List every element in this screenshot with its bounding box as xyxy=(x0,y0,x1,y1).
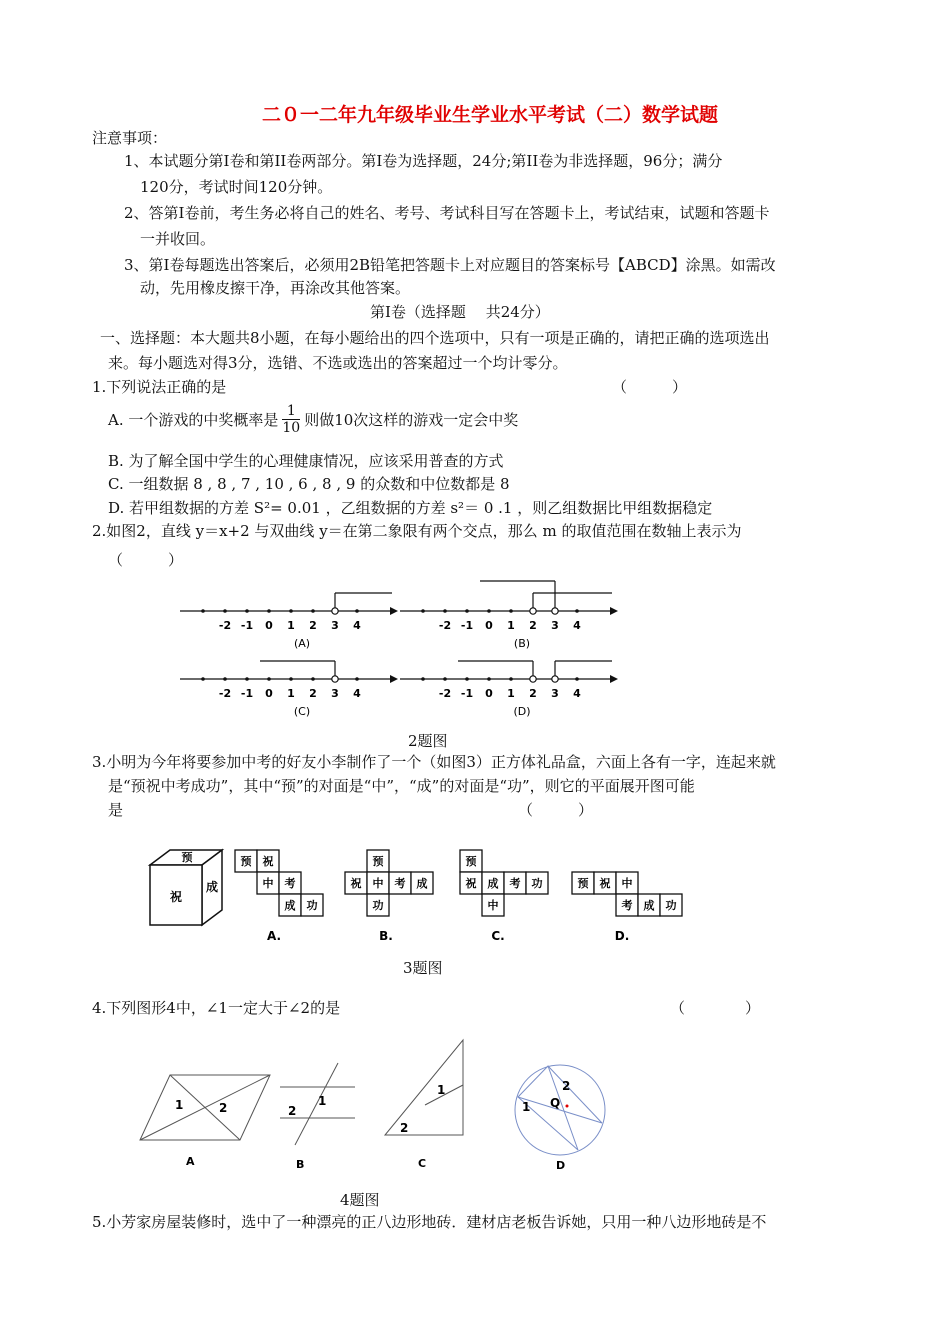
net-cell-label: 祝 xyxy=(599,877,611,890)
notice-item-1-cont: 120分，考试时间120分钟。 xyxy=(140,178,333,196)
cube-face-top: 预 xyxy=(181,851,193,864)
figure-label-d: D xyxy=(556,1159,566,1172)
net-label-a: A. xyxy=(266,929,282,943)
option-label: (D) xyxy=(513,705,531,718)
option-label: (C) xyxy=(293,705,311,718)
tick-label: 2 xyxy=(309,619,317,632)
net-label-b: B. xyxy=(379,929,393,943)
q1-paren: （ ） xyxy=(612,378,688,396)
svg-text:1: 1 xyxy=(522,1100,531,1114)
figure-label-a: A xyxy=(186,1155,195,1168)
svg-text:1: 1 xyxy=(175,1098,184,1112)
net-d xyxy=(572,872,682,916)
tick-label: 3 xyxy=(551,619,559,632)
q1-option-a-text: A. 一个游戏的中奖概率是 xyxy=(108,410,279,429)
open-point xyxy=(332,608,338,614)
q5-stem: 5.小芳家房屋装修时，选中了一种漂亮的正八边形地砖．建材店老板告诉她，只用一种八边形地砖是不 xyxy=(92,1213,767,1231)
tick-label: -1 xyxy=(460,619,474,632)
q3-line-1: 3.小明为今年将要参加中考的好友小李制作了一个（如图3）正方体礼品盒，六面上各有一字，连起来就 xyxy=(92,753,776,771)
open-point xyxy=(530,676,536,682)
tick-label: 1 xyxy=(287,619,295,632)
circle-center-label: Q xyxy=(550,1096,561,1110)
net-cell-label: 考 xyxy=(394,877,406,890)
net-cell-label: 功 xyxy=(531,877,543,890)
tick-label: 0 xyxy=(485,619,493,632)
net-cell-label: 成 xyxy=(643,899,655,912)
tick-dot xyxy=(487,609,491,613)
tick-label: 4 xyxy=(353,619,361,632)
tick-dot xyxy=(487,677,491,681)
notice-item-1: 1、本试题分第Ⅰ卷和第II卷两部分。第Ⅰ卷为选择题，24分;第II卷为非选择题，96分；满分 xyxy=(124,152,723,170)
net-cell-label: 中 xyxy=(487,899,499,912)
tick-dot xyxy=(201,609,205,613)
axis-arrow xyxy=(610,607,618,615)
fraction-numerator: 1 xyxy=(282,403,300,420)
number-line-a xyxy=(180,593,398,650)
section-intro-2: 来。每小题选对得3分，选错、不选或选出的答案超过一个均计零分。 xyxy=(108,354,568,372)
tick-label: 2 xyxy=(529,687,537,700)
number-line-c xyxy=(180,661,398,718)
option-label: (B) xyxy=(513,637,531,650)
svg-text:2: 2 xyxy=(400,1121,409,1135)
q3-line-2: 是“预祝中考成功”，其中“预”的对面是“中”，“成”的对面是“功”，则它的平面展开图可能 xyxy=(108,777,695,795)
net-a xyxy=(235,850,323,916)
notice-item-2-cont: 一并收回。 xyxy=(140,230,216,248)
tick-dot xyxy=(289,609,293,613)
tick-dot xyxy=(201,677,205,681)
open-point xyxy=(530,608,536,614)
tick-dot xyxy=(509,677,513,681)
tick-dot xyxy=(245,677,249,681)
net-label-d: D. xyxy=(614,929,630,943)
tick-dot xyxy=(355,609,359,613)
q4-paren: （ ） xyxy=(670,999,761,1017)
q1-fraction xyxy=(282,403,300,436)
q1-option-a xyxy=(108,403,518,436)
tick-dot xyxy=(465,609,469,613)
axis-arrow xyxy=(390,607,398,615)
svg-text:1: 1 xyxy=(437,1083,446,1097)
net-cell-label: 预 xyxy=(240,855,252,868)
cube-face-front: 祝 xyxy=(169,890,183,904)
q4-caption: 4题图 xyxy=(340,1191,380,1209)
tick-label: 1 xyxy=(507,687,515,700)
tick-label: 3 xyxy=(331,687,339,700)
net-cell-label: 考 xyxy=(284,877,296,890)
net-label-c: C. xyxy=(491,929,505,943)
gift-cube xyxy=(150,850,222,925)
tick-label: -2 xyxy=(218,619,232,632)
tick-dot xyxy=(465,677,469,681)
net-c xyxy=(460,850,548,916)
tick-label: 3 xyxy=(551,687,559,700)
figure-label-b: B xyxy=(296,1158,305,1171)
notice-item-3-cont: 动，先用橡皮擦干净，再涂改其他答案。 xyxy=(140,279,411,297)
open-point xyxy=(332,676,338,682)
q3-line-3: 是 xyxy=(108,801,124,819)
net-cell-label: 中 xyxy=(262,877,274,890)
tick-dot xyxy=(509,609,513,613)
tick-dot xyxy=(421,677,425,681)
q3-paren: （ ） xyxy=(518,801,594,819)
tick-label: 0 xyxy=(265,687,273,700)
q4-figures xyxy=(130,1035,630,1185)
figure-a-parallelogram xyxy=(140,1075,270,1168)
number-line-d xyxy=(400,661,618,718)
tick-dot xyxy=(267,609,271,613)
net-cell-label: 考 xyxy=(509,877,521,890)
q2-number-lines xyxy=(170,575,640,725)
q4-stem: 4.下列图形4中，∠1一定大于∠2的是 xyxy=(92,999,341,1017)
tick-label: 2 xyxy=(309,687,317,700)
axis-arrow xyxy=(390,675,398,683)
tick-label: 1 xyxy=(287,687,295,700)
tick-dot xyxy=(575,677,579,681)
net-cell-label: 祝 xyxy=(350,877,362,890)
notice-heading: 注意事项： xyxy=(92,129,168,147)
net-cell-label: 功 xyxy=(665,899,677,912)
option-label: (A) xyxy=(293,637,311,650)
net-cell-label: 中 xyxy=(621,877,633,890)
figure-b-parallel-lines xyxy=(280,1063,355,1171)
tick-label: 4 xyxy=(573,687,581,700)
page-title: 二０一二年九年级毕业生学业水平考试（二）数学试题 xyxy=(262,104,719,126)
net-cell-label: 成 xyxy=(416,877,428,890)
tick-label: -1 xyxy=(240,687,254,700)
tick-dot xyxy=(575,609,579,613)
svg-text:1: 1 xyxy=(318,1094,327,1108)
tick-label: 4 xyxy=(353,687,361,700)
net-cell-label: 预 xyxy=(372,855,384,868)
q2-stem: 2.如图2，直线 y＝x+2 与双曲线 y＝在第二象限有两个交点，那么 m 的取值范围在数轴上表示为 xyxy=(92,522,742,540)
tick-label: 0 xyxy=(265,619,273,632)
svg-text:2: 2 xyxy=(219,1101,228,1115)
tick-label: 3 xyxy=(331,619,339,632)
net-cell-label: 预 xyxy=(465,855,477,868)
tick-dot xyxy=(223,677,227,681)
number-line-b xyxy=(400,581,618,650)
tick-label: 4 xyxy=(573,619,581,632)
q3-figures xyxy=(140,840,700,950)
q1-option-b: B. 为了解全国中学生的心理健康情况，应该采用普查的方式 xyxy=(108,452,504,470)
notice-item-2: 2、答第Ⅰ卷前，考生务必将自己的姓名、考号、考试科目写在答题卡上，考试结束，试题和答题卡 xyxy=(124,204,770,222)
net-cell-label: 预 xyxy=(577,877,589,890)
net-cell-label: 祝 xyxy=(465,877,477,890)
net-b xyxy=(345,850,433,916)
open-point xyxy=(552,608,558,614)
svg-text:2: 2 xyxy=(288,1104,297,1118)
tick-dot xyxy=(443,677,447,681)
net-cell-label: 中 xyxy=(372,877,384,890)
tick-dot xyxy=(223,609,227,613)
cube-face-side: 成 xyxy=(205,880,219,894)
q2-paren: （ ） xyxy=(108,551,184,569)
tick-label: -2 xyxy=(438,619,452,632)
q1-option-d: D. 若甲组数据的方差 S²= 0.01 ，乙组数据的方差 s²＝ 0 .1 ，则乙组数据比甲组数据稳定 xyxy=(108,499,713,517)
tick-dot xyxy=(311,677,315,681)
q1-option-c: C. 一组数据 8 , 8 , 7 , 10 , 6 , 8 , 9 的众数和中位数都是 8 xyxy=(108,475,510,493)
tick-dot xyxy=(421,609,425,613)
tick-label: -2 xyxy=(438,687,452,700)
figure-c-triangle xyxy=(385,1040,463,1170)
fraction-denominator: 10 xyxy=(282,420,301,436)
q3-caption: 3题图 xyxy=(403,959,443,977)
net-cell-label: 考 xyxy=(621,899,633,912)
section-intro-1: 一、选择题：本大题共8小题，在每小题给出的四个选项中，只有一项是正确的，请把正确的选项选出 xyxy=(100,329,770,347)
open-point xyxy=(552,676,558,682)
tick-label: 0 xyxy=(485,687,493,700)
tick-label: 2 xyxy=(529,619,537,632)
figure-d-circle xyxy=(515,1065,605,1172)
tick-dot xyxy=(289,677,293,681)
tick-dot xyxy=(443,609,447,613)
q1-option-a-rest: 则做10次这样的游戏一定会中奖 xyxy=(304,410,519,429)
net-cell-label: 成 xyxy=(487,877,499,890)
svg-text:2: 2 xyxy=(562,1079,571,1093)
tick-dot xyxy=(311,609,315,613)
tick-label: -1 xyxy=(460,687,474,700)
net-cell-label: 祝 xyxy=(262,855,274,868)
tick-label: -1 xyxy=(240,619,254,632)
net-cell-label: 功 xyxy=(306,899,318,912)
notice-item-3: 3、第Ⅰ卷每题选出答案后，必须用2B铅笔把答题卡上对应题目的答案标号【ABCD】涂黑。如需改 xyxy=(124,256,776,274)
axis-arrow xyxy=(610,675,618,683)
figure-label-c: C xyxy=(418,1157,427,1170)
net-cell-label: 功 xyxy=(372,899,384,912)
tick-dot xyxy=(355,677,359,681)
tick-label: -2 xyxy=(218,687,232,700)
tick-dot xyxy=(245,609,249,613)
net-cell-label: 成 xyxy=(284,899,296,912)
tick-dot xyxy=(267,677,271,681)
section-heading: 第Ⅰ卷（选择题 共24分） xyxy=(370,303,550,321)
q1-stem: 1.下列说法正确的是 xyxy=(92,378,227,396)
q2-caption: 2题图 xyxy=(408,732,448,750)
tick-label: 1 xyxy=(507,619,515,632)
